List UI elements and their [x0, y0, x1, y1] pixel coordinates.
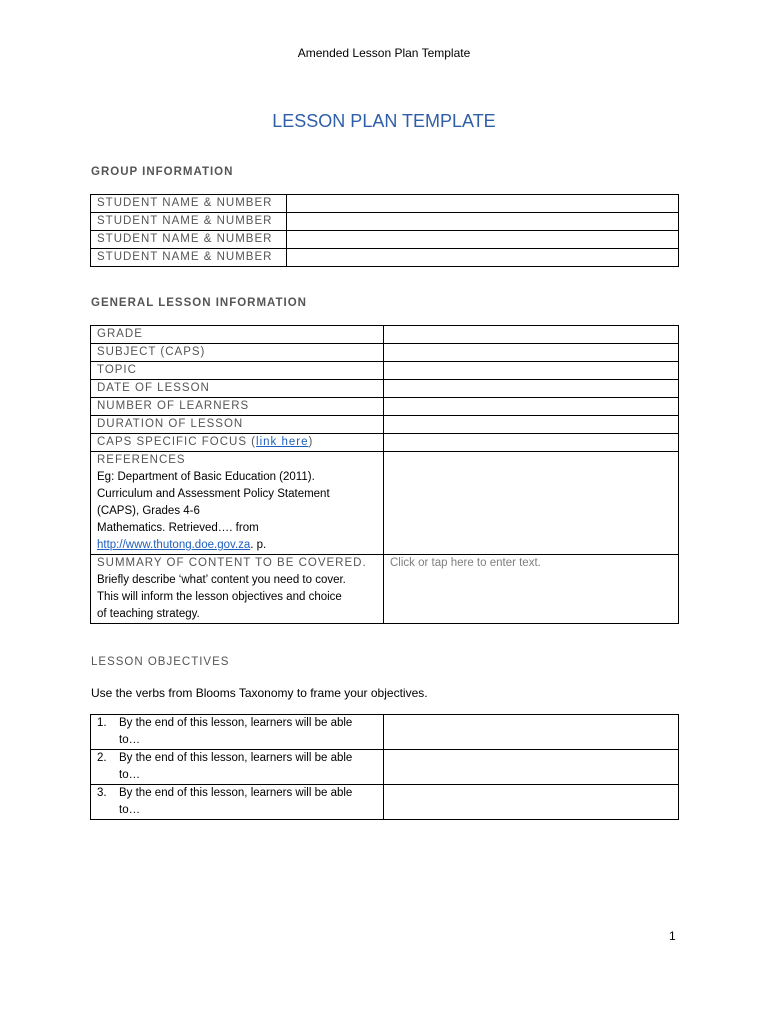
references-url-suffix: . p. [250, 539, 267, 551]
student-label: STUDENT NAME & NUMBER [91, 195, 287, 213]
duration-value-cell[interactable] [384, 416, 679, 434]
summary-value-cell[interactable] [384, 555, 679, 624]
table-row [91, 452, 679, 555]
table-row [91, 195, 679, 213]
caps-focus-prefix: CAPS SPECIFIC FOCUS ( [97, 436, 257, 448]
references-line: Mathematics. Retrieved…. from [97, 522, 259, 534]
references-value-cell[interactable] [384, 452, 679, 555]
caps-focus-suffix: ) [308, 436, 314, 448]
grade-value-cell[interactable] [384, 326, 679, 344]
caps-focus-value-cell[interactable] [384, 434, 679, 452]
document-title: LESSON PLAN TEMPLATE [272, 111, 496, 131]
objectives-table [90, 714, 679, 820]
objective-text: to… [119, 804, 141, 816]
references-line: Eg: Department of Basic Education (2011). [97, 471, 315, 483]
objective-cell [91, 750, 384, 785]
table-row [91, 785, 679, 820]
references-label: REFERENCES [97, 454, 186, 466]
summary-line: of teaching strategy. [97, 608, 200, 620]
learners-value-cell[interactable] [384, 398, 679, 416]
learners-label: NUMBER OF LEARNERS [91, 398, 384, 416]
objective-number: 1. [97, 717, 107, 729]
references-url-link[interactable]: http://www.thutong.doe.gov.za [97, 539, 251, 551]
summary-line: Briefly describe ‘what’ content you need to cover. [97, 574, 346, 586]
group-info-table [90, 194, 679, 267]
group-info-heading: GROUP INFORMATION [91, 166, 234, 178]
objective-text: By the end of this lesson, learners will be able [119, 752, 353, 764]
table-row [91, 326, 679, 344]
general-info-table [90, 325, 679, 624]
summary-label: SUMMARY OF CONTENT TO BE COVERED. [97, 557, 367, 569]
topic-value-cell[interactable] [384, 362, 679, 380]
date-value-cell[interactable] [384, 380, 679, 398]
table-row [91, 362, 679, 380]
objective-value-cell[interactable] [384, 785, 679, 820]
references-url-line [97, 537, 377, 554]
subject-label: SUBJECT (CAPS) [91, 344, 384, 362]
table-row [91, 213, 679, 231]
caps-focus-label [91, 434, 384, 452]
table-row [91, 555, 679, 624]
table-row [91, 231, 679, 249]
general-info-heading: GENERAL LESSON INFORMATION [91, 297, 307, 309]
summary-line: This will inform the lesson objectives and choice [97, 591, 342, 603]
student-label: STUDENT NAME & NUMBER [91, 249, 287, 267]
student-value-cell[interactable] [287, 249, 679, 267]
table-row [91, 398, 679, 416]
student-label: STUDENT NAME & NUMBER [91, 213, 287, 231]
objective-cell [91, 785, 384, 820]
student-value-cell[interactable] [287, 195, 679, 213]
caps-focus-link[interactable]: link here [256, 436, 309, 448]
objective-number: 3. [97, 787, 107, 799]
table-row [91, 416, 679, 434]
references-line: (CAPS), Grades 4-6 [97, 505, 200, 517]
summary-placeholder[interactable]: Click or tap here to enter text. [390, 557, 541, 569]
table-row [91, 750, 679, 785]
page-header: Amended Lesson Plan Template [297, 46, 471, 60]
objective-text: By the end of this lesson, learners will be able [119, 787, 353, 799]
duration-label: DURATION OF LESSON [91, 416, 384, 434]
table-row [91, 715, 679, 750]
grade-label: GRADE [91, 326, 384, 344]
table-row [91, 380, 679, 398]
table-row [91, 249, 679, 267]
objective-value-cell[interactable] [384, 750, 679, 785]
objective-text: to… [119, 769, 141, 781]
topic-label: TOPIC [91, 362, 384, 380]
objective-text: By the end of this lesson, learners will be able [119, 717, 353, 729]
objective-number: 2. [97, 752, 107, 764]
date-label: DATE OF LESSON [91, 380, 384, 398]
page-number: 1 [669, 929, 676, 943]
subject-value-cell[interactable] [384, 344, 679, 362]
table-row [91, 344, 679, 362]
objective-text: to… [119, 734, 141, 746]
student-value-cell[interactable] [287, 213, 679, 231]
student-label: STUDENT NAME & NUMBER [91, 231, 287, 249]
objectives-heading: LESSON OBJECTIVES [91, 656, 230, 668]
table-row [91, 434, 679, 452]
objective-value-cell[interactable] [384, 715, 679, 750]
objective-cell [91, 715, 384, 750]
student-value-cell[interactable] [287, 231, 679, 249]
references-cell [91, 452, 384, 555]
summary-cell [91, 555, 384, 624]
references-line: Curriculum and Assessment Policy Statement [97, 488, 330, 500]
objectives-instruction: Use the verbs from Blooms Taxonomy to frame your objectives. [91, 686, 428, 700]
